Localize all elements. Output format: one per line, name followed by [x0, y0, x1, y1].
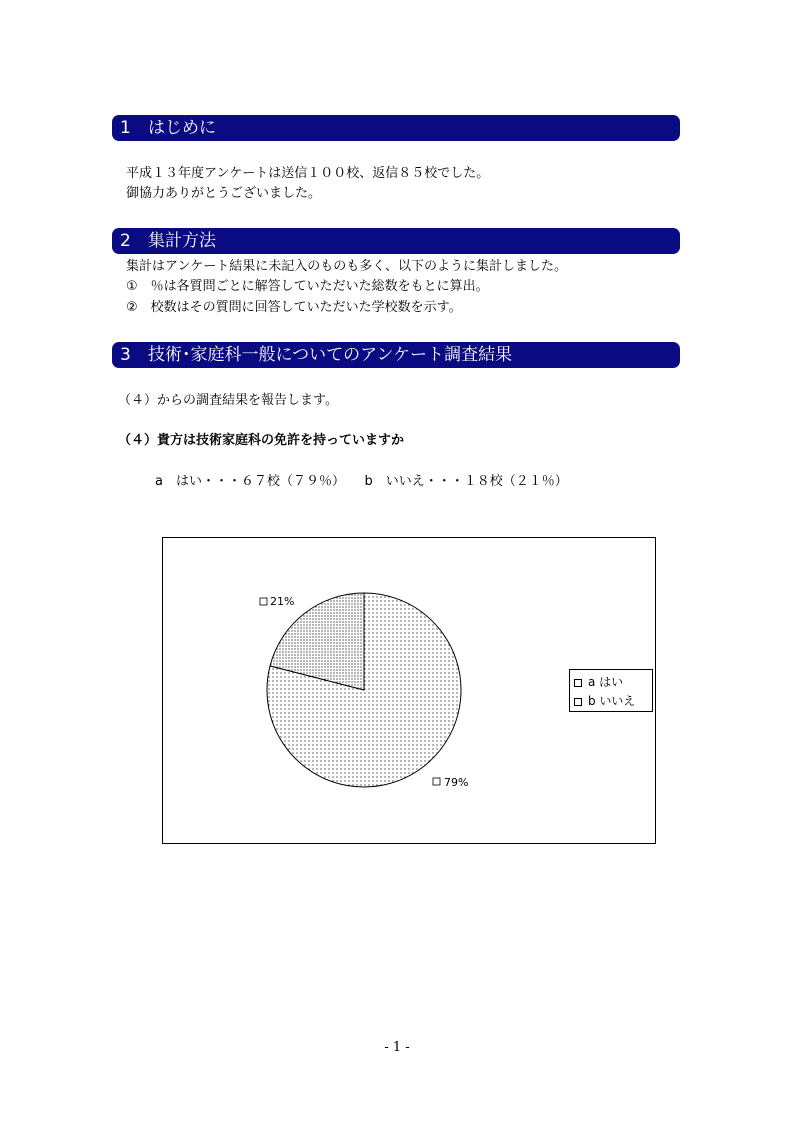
chart-legend: [569, 669, 653, 712]
section-number: 1: [120, 118, 131, 138]
section-number: 3: [120, 345, 131, 365]
legend-swatch-a: [574, 679, 582, 687]
data-label-b: 21%: [270, 595, 295, 608]
method-item-2: ② 校数はその質問に回答していただいた学校数を示す。: [126, 300, 462, 315]
page-number: - 1 -: [384, 1040, 410, 1055]
legend-swatch-b: [574, 698, 582, 706]
method-line-1: 集計はアンケート結果に未記入のものも多く、以下のように集計しました。: [126, 259, 567, 274]
legend-item-a: [574, 673, 623, 691]
legend-item-b: [574, 692, 635, 710]
label-b-marker: [260, 598, 267, 605]
intro-line-2: 御協力ありがとうございました。: [126, 186, 322, 201]
legend-label-a: a はい: [588, 675, 624, 689]
question-heading: （４）貴方は技術家庭科の免許を持っていますか: [118, 433, 405, 448]
section-title: はじめに: [148, 118, 216, 138]
answer-summary: a はい・・・６７校（７９％） b いいえ・・・１８校（２１％）: [155, 474, 568, 489]
method-item-1: ① ％は各質問ごとに解答していただいた総数をもとに算出。: [126, 279, 489, 294]
report-line: （４）からの調査結果を報告します。: [118, 393, 338, 408]
section-number: 2: [120, 231, 131, 251]
intro-line-1: 平成１３年度アンケートは送信１００校、返信８５校でした。: [126, 166, 490, 181]
section-title: 集計方法: [148, 231, 216, 251]
data-label-a: 79%: [444, 776, 469, 789]
label-a-marker: [433, 778, 440, 785]
legend-label-b: b いいえ: [588, 694, 636, 708]
section-title: 技術･家庭科一般についてのアンケート調査結果: [148, 345, 513, 365]
